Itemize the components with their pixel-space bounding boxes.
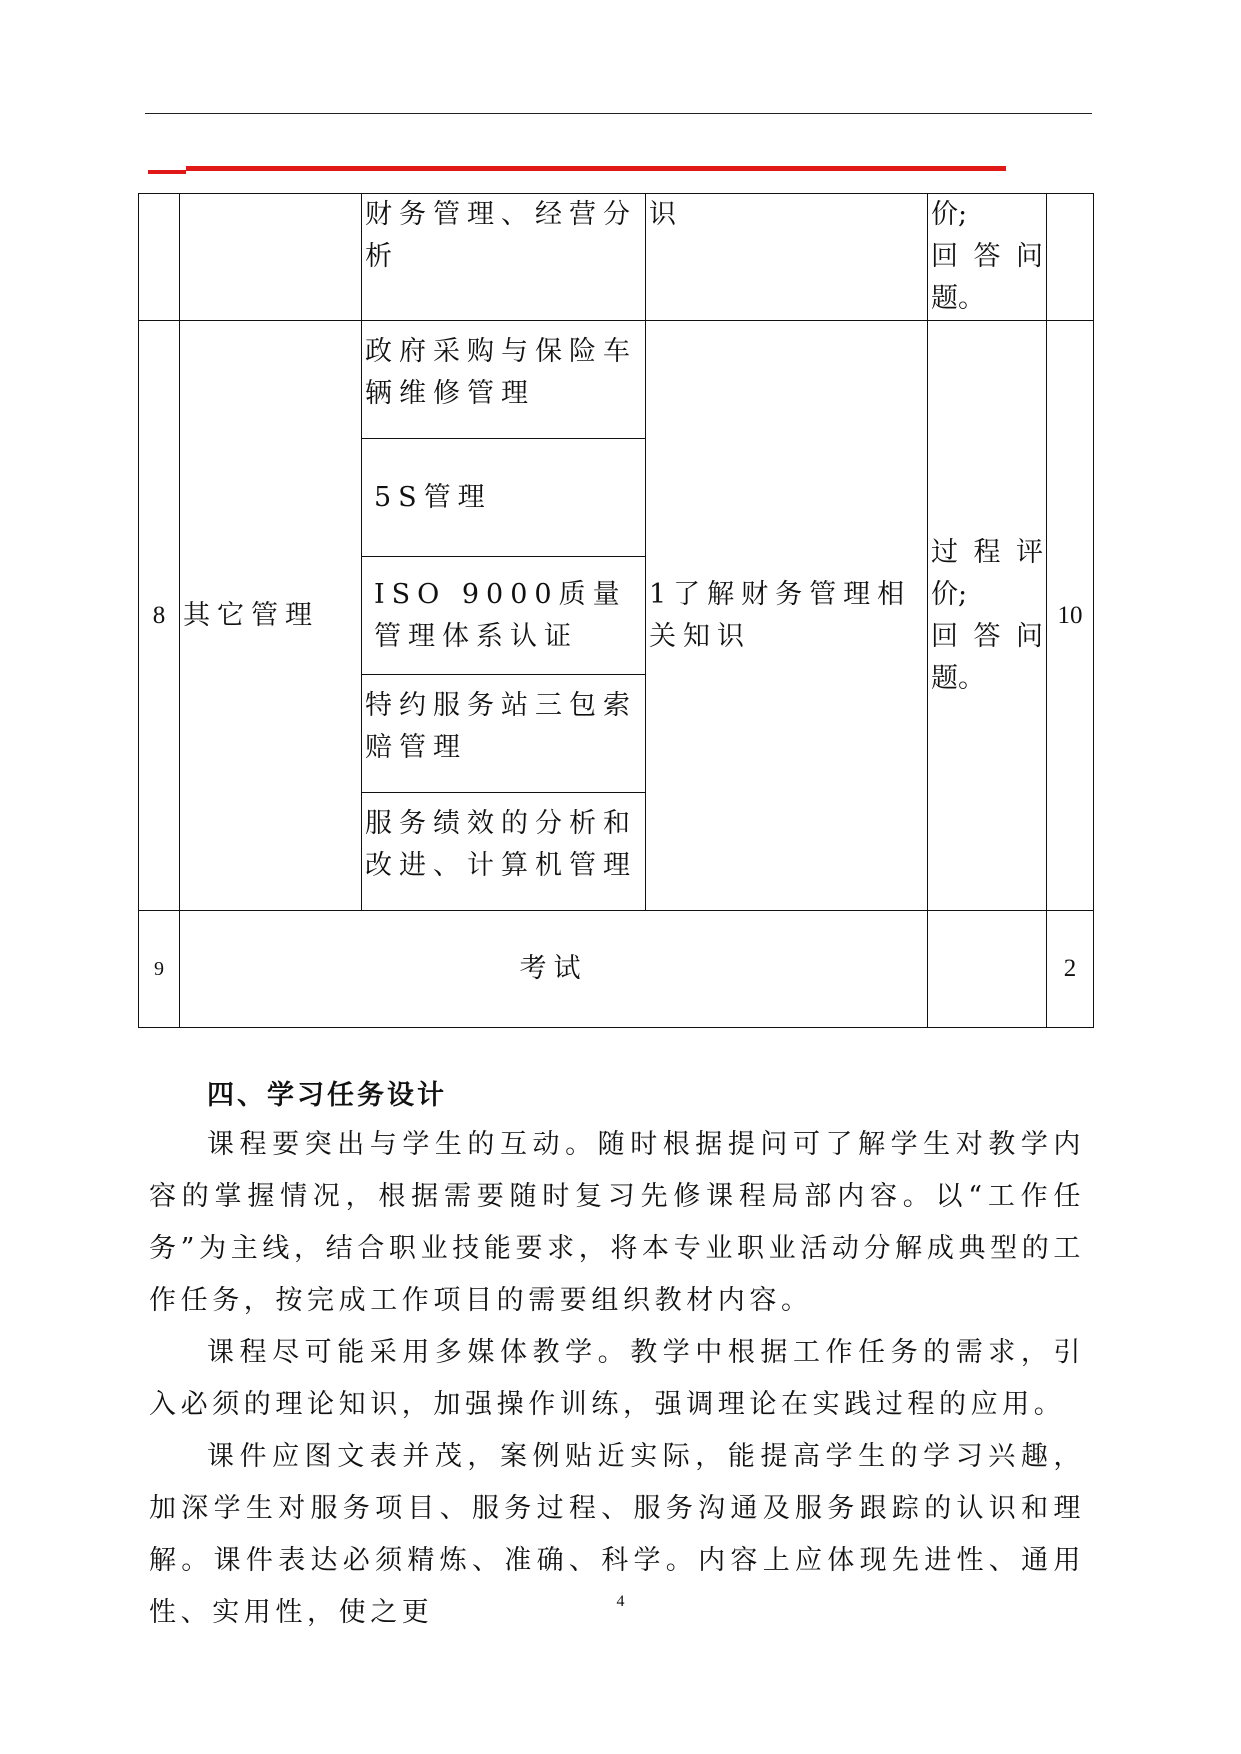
content-cell	[362, 194, 646, 321]
exam-cell	[180, 911, 928, 1028]
exam-text: 考试	[519, 953, 588, 984]
assessment-line: 题。	[931, 662, 985, 694]
header-rule	[145, 113, 1092, 114]
num-cell	[139, 194, 180, 321]
content-text: 政府采购与保险车辆维修管理	[365, 336, 637, 409]
requirement-cell	[646, 321, 928, 911]
hours-cell	[1047, 194, 1094, 321]
assessment-cell	[928, 911, 1047, 1028]
red-rule	[186, 166, 1006, 171]
content-text: 5S管理	[374, 481, 492, 513]
content-cell	[362, 793, 646, 911]
assessment-line: 回答问	[931, 620, 1043, 652]
requirement-text: 识	[649, 199, 683, 230]
body-paragraph: 课程尽可能采用多媒体教学。教学中根据工作任务的需求，引入必须的理论知识，加强操作训练，强调理论在实践过程的应用。	[149, 1337, 1085, 1420]
assessment-line: 回答问	[931, 241, 1043, 272]
red-rule-left	[148, 170, 186, 174]
table-row	[139, 911, 1094, 1028]
assessment-cell	[928, 194, 1047, 321]
hours-cell: 2	[1047, 911, 1094, 1028]
page-number: 4	[616, 1593, 625, 1610]
assessment-cell	[928, 321, 1047, 911]
requirement-text: 1了解财务管理相关知识	[649, 578, 912, 652]
assessment-line: 价;	[931, 199, 968, 230]
body-paragraph: 课程要突出与学生的互动。随时根据提问可了解学生对教学内容的掌握情况，根据需要随时复习先修课程局部内容。以“工作任务”为主线，结合职业技能要求，将本专业职业活动分解成典型的工作任务，按完成工作项目的需要组织教材内容。	[149, 1129, 1085, 1316]
requirement-cell	[646, 194, 928, 321]
module-cell	[180, 194, 362, 321]
content-cell	[362, 557, 646, 675]
table-row	[139, 194, 1094, 321]
content-cell	[362, 675, 646, 793]
module-cell	[180, 321, 362, 911]
content-text: ISO 9000质量管理体系认证	[374, 578, 627, 652]
num-cell: 9	[139, 911, 180, 1028]
content-text: 特约服务站三包索赔管理	[365, 690, 637, 763]
assessment-line: 过程评	[931, 536, 1043, 568]
num-cell: 8	[139, 321, 180, 911]
module-text: 其它管理	[183, 599, 319, 631]
assessment-line: 题。	[931, 283, 985, 314]
content-cell	[362, 321, 646, 439]
hours-cell: 10	[1047, 321, 1094, 911]
content-text: 服务绩效的分析和改进、计算机管理	[365, 808, 637, 881]
content-cell	[362, 439, 646, 557]
table-row	[139, 321, 1094, 439]
body-paragraph: 课件应图文表并茂，案例贴近实际，能提高学生的学习兴趣，加深学生对服务项目、服务过程、服务沟通及服务跟踪的认识和理解。课件表达必须精炼、准确、科学。内容上应体现先进性、通用性、实用性，使之更	[149, 1441, 1085, 1628]
section-title: 四、学习任务设计	[207, 1080, 447, 1111]
content-text: 财务管理、经营分析	[365, 199, 637, 272]
assessment-line: 价;	[931, 578, 968, 610]
course-plan-table	[138, 193, 1094, 1028]
